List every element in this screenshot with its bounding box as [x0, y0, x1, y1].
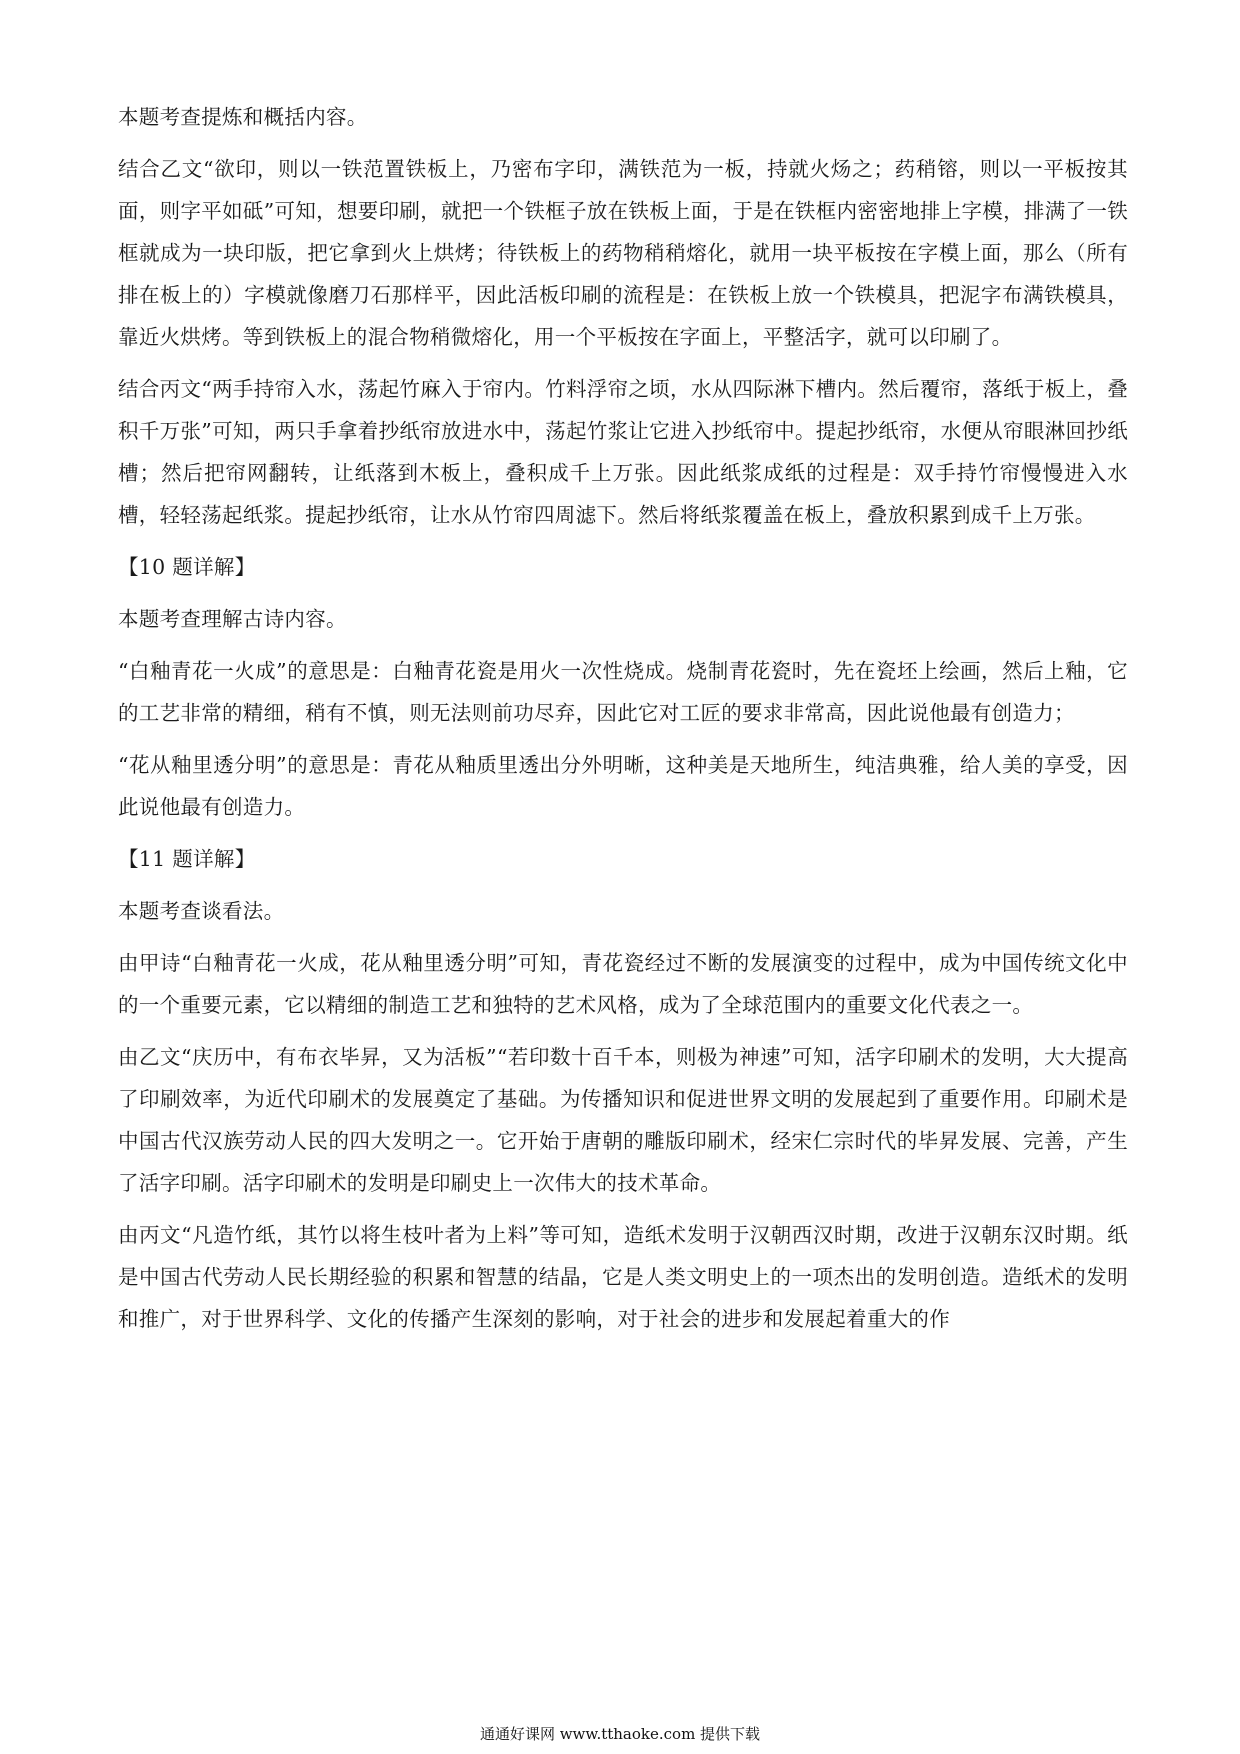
section-heading-q10: 【10 题详解】	[118, 555, 256, 579]
paragraph-papermaking-process: 结合丙文“两手持帘入水，荡起竹麻入于帘内。竹料浮帘之顷，水从四际淋下槽内。然后覆帘，落纸于板上，叠积千万张”可知，两只手拿着抄纸帘放进水中，荡起竹浆让它进入抄纸帘中。提起抄纸帘，水便从帘眼淋回抄纸槽；然后把帘网翻转，让纸落到木板上，叠积成千上万张。因此纸浆成纸的过程是：双手持竹帘慢慢进入水槽，轻轻荡起纸浆。提起抄纸帘，让水从竹帘四周滤下。然后将纸浆覆盖在板上，叠放积累到成千上万张。	[118, 377, 1128, 527]
section-heading-q11: 【11 题详解】	[118, 847, 256, 871]
paragraph-q10-intro: 本题考查理解古诗内容。	[118, 607, 347, 631]
paragraph-q11-poem: 由甲诗“白釉青花一火成，花从釉里透分明”可知，青花瓷经过不断的发展演变的过程中，成为中国传统文化中的一个重要元素，它以精细的制造工艺和独特的艺术风格，成为了全球范围内的重要文化代表之一。	[118, 951, 1128, 1017]
paragraph-q10-line1: “白釉青花一火成”的意思是：白釉青花瓷是用火一次性烧成。烧制青花瓷时，先在瓷坯上绘画，然后上釉，它的工艺非常的精细，稍有不慎，则无法则前功尽弃，因此它对工匠的要求非常高，因此说他最有创造力；	[118, 659, 1128, 725]
paragraph-intro-summary: 本题考查提炼和概括内容。	[118, 105, 368, 129]
page-footer: 通通好课网 www.tthaoke.com 提供下载	[479, 1725, 761, 1743]
paragraph-q11-intro: 本题考查谈看法。	[118, 899, 285, 923]
paragraph-q11-paper: 由丙文“凡造竹纸，其竹以将生枝叶者为上料”等可知，造纸术发明于汉朝西汉时期，改进于汉朝东汉时期。纸是中国古代劳动人民长期经验的积累和智慧的结晶，它是人类文明史上的一项杰出的发明创造。造纸术的发明和推广，对于世界科学、文化的传播产生深刻的影响，对于社会的进步和发展起着重大的作	[118, 1223, 1128, 1331]
paragraph-q10-line2: “花从釉里透分明”的意思是：青花从釉质里透出分外明晰，这种美是天地所生，纯洁典雅，给人美的享受，因此说他最有创造力。	[118, 753, 1128, 819]
paragraph-printing-process: 结合乙文“欲印，则以一铁范置铁板上，乃密布字印，满铁范为一板，持就火炀之；药稍镕，则以一平板按其面，则字平如砥”可知，想要印刷，就把一个铁框子放在铁板上面，于是在铁框内密密地排上字模，排满了一铁框就成为一块印版，把它拿到火上烘烤；待铁板上的药物稍稍熔化，就用一块平板按在字模上面，那么（所有排在板上的）字模就像磨刀石那样平，因此活板印刷的流程是：在铁板上放一个铁模具，把泥字布满铁模具，靠近火烘烤。等到铁板上的混合物稍微熔化，用一个平板按在字面上，平整活字，就可以印刷了。	[118, 157, 1128, 349]
paragraph-q11-printing: 由乙文“庆历中，有布衣毕昇，又为活板”“若印数十百千本，则极为神速”可知，活字印刷术的发明，大大提高了印刷效率，为近代印刷术的发展奠定了基础。为传播知识和促进世界文明的发展起到了重要作用。印刷术是中国古代汉族劳动人民的四大发明之一。它开始于唐朝的雕版印刷术，经宋仁宗时代的毕昇发展、完善，产生了活字印刷。活字印刷术的发明是印刷史上一次伟大的技术革命。	[118, 1045, 1128, 1195]
document-body	[118, 96, 1128, 1350]
